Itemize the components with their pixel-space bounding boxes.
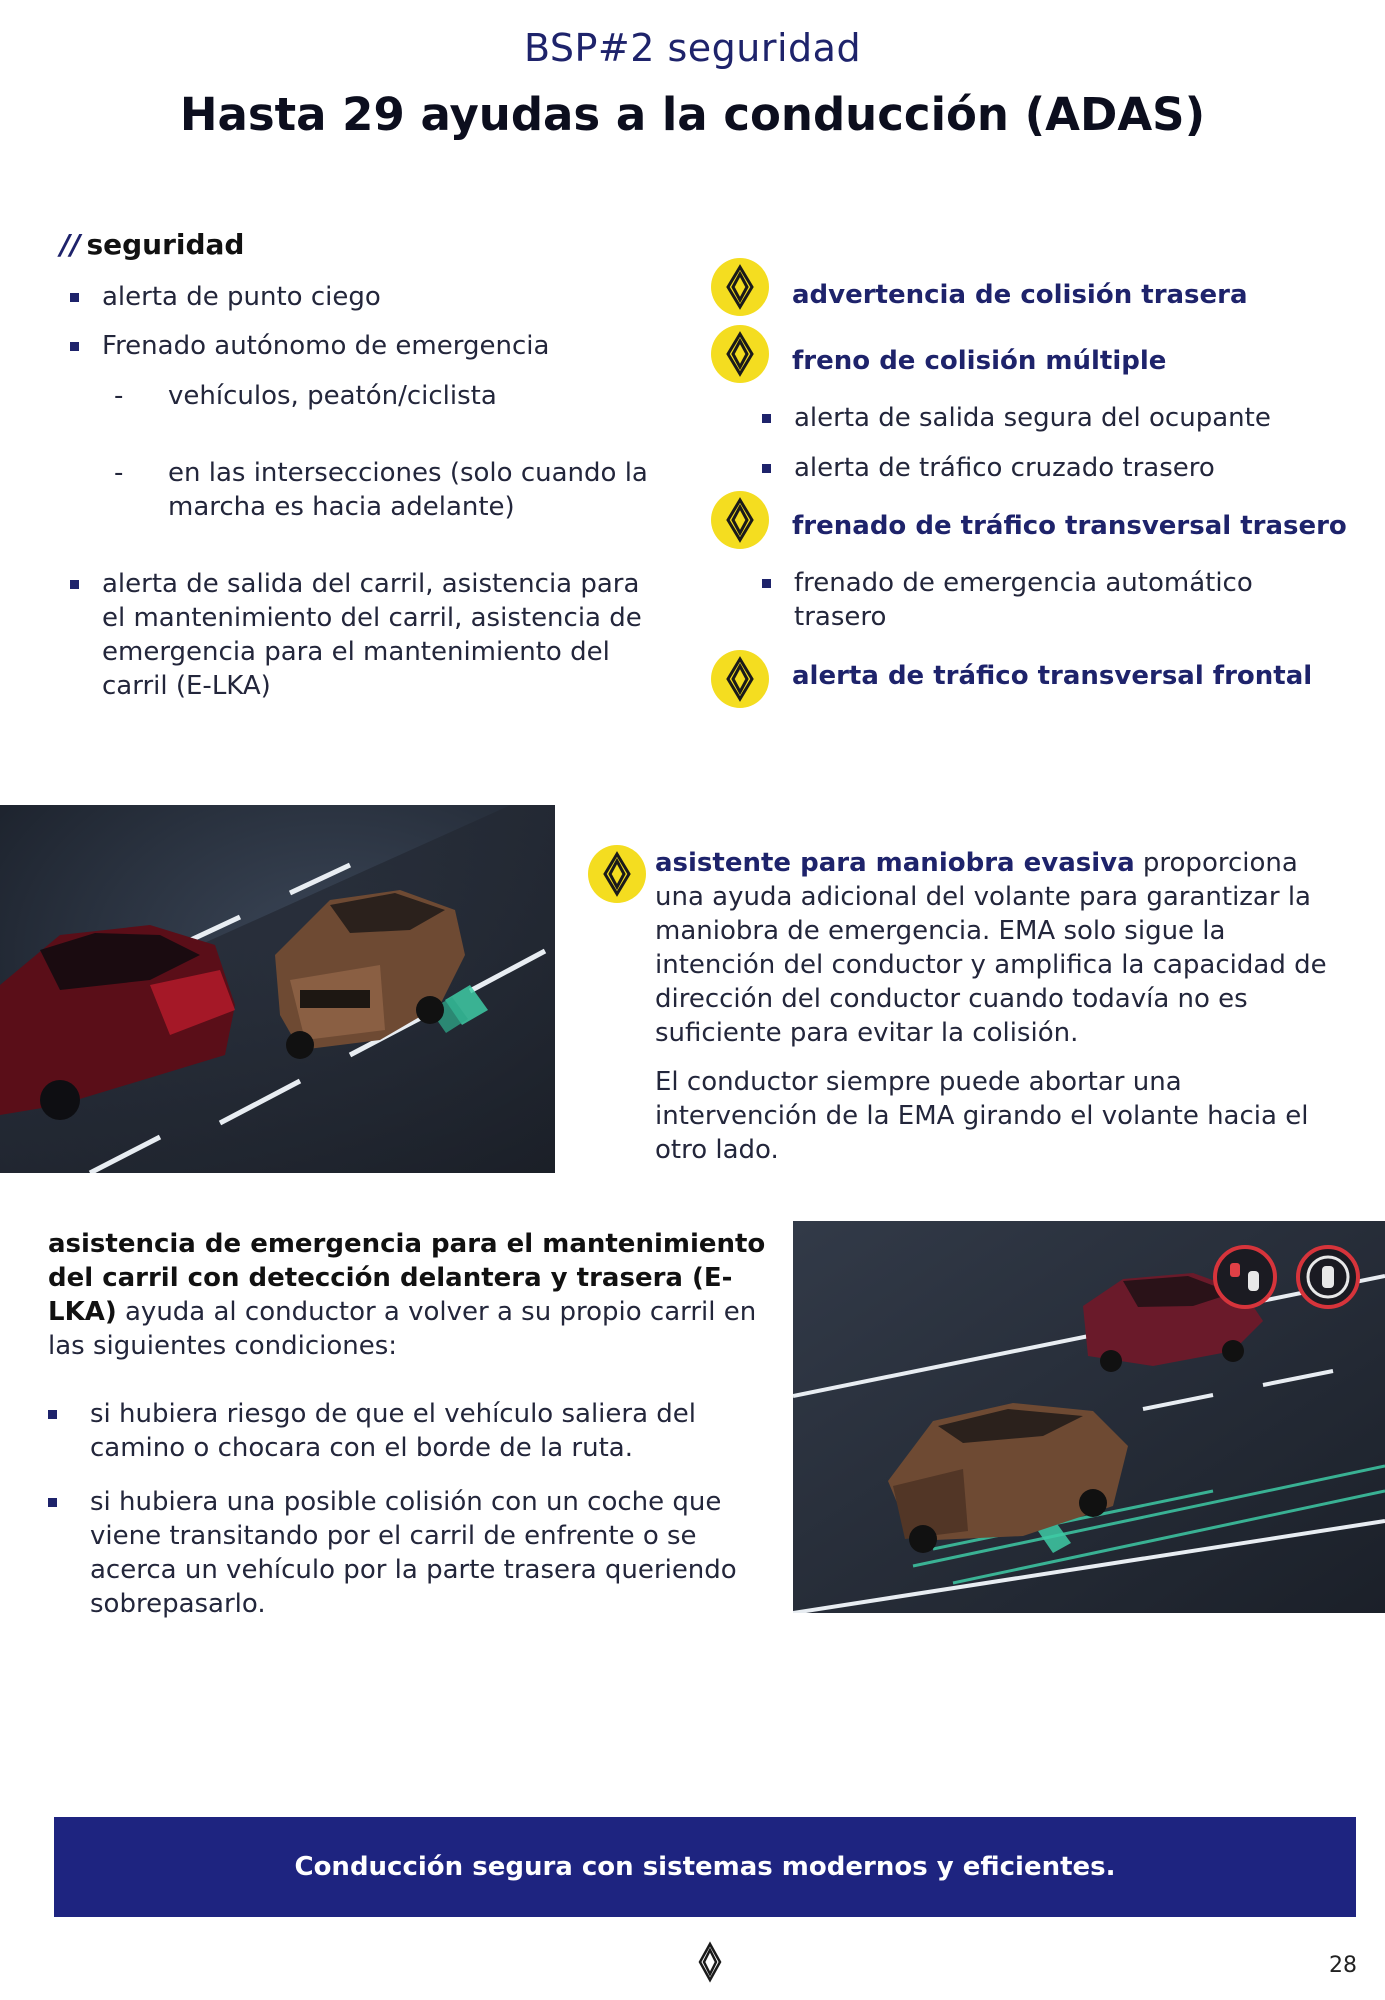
- feature-title: freno de colisión múltiple: [792, 346, 1167, 376]
- ema-description: [655, 846, 1335, 1050]
- renault-badge-icon: [711, 258, 769, 316]
- heading-text: seguridad: [86, 228, 245, 261]
- list-subitem: - en las intersecciones (solo cuando la marcha es hacia adelante): [114, 458, 648, 522]
- elka-title: asistencia de emergencia para el mantenimiento del carril con detección delantera y trasera (E-LKA): [48, 1229, 766, 1327]
- lane-departure-warning-icon: [1298, 1247, 1358, 1307]
- blind-spot-warning-icon: [1215, 1247, 1275, 1307]
- feature-title: alerta de tráfico transversal frontal: [792, 661, 1313, 691]
- renault-badge-icon: [711, 325, 769, 383]
- renault-badge-icon: [588, 845, 646, 903]
- list-item: alerta de punto ciego: [70, 280, 650, 314]
- renault-badge-icon: [711, 491, 769, 549]
- list-item: alerta de salida segura del ocupante: [762, 401, 1322, 435]
- evasive-maneuver-photo: [0, 805, 555, 1173]
- feature-title: advertencia de colisión trasera: [792, 280, 1248, 310]
- footer-banner: Conducción segura con sistemas modernos y eficientes.: [54, 1817, 1356, 1917]
- renault-badge-icon: [711, 650, 769, 708]
- elka-photo: [793, 1221, 1385, 1613]
- elka-text: ayuda al conductor a volver a su propio carril en las siguientes condiciones:: [48, 1297, 757, 1361]
- list-item: si hubiera riesgo de que el vehículo saliera del camino o chocara con el borde de la ruta.: [48, 1397, 748, 1465]
- renault-diamond-icon: [680, 1940, 740, 1984]
- list-subitem: - vehículos, peatón/ciclista: [114, 381, 497, 411]
- list-item: Frenado autónomo de emergencia: [70, 329, 650, 363]
- list-item: frenado de emergencia automático trasero: [762, 566, 1322, 634]
- ema-note: El conductor siempre puede abortar una intervención de la EMA girando el volante hacia el otro lado.: [655, 1067, 1309, 1165]
- page-number: 28: [1329, 1953, 1357, 1978]
- ema-title: asistente para maniobra evasiva: [655, 848, 1135, 878]
- elka-description: [48, 1227, 768, 1363]
- list-item: alerta de tráfico cruzado trasero: [762, 451, 1322, 485]
- heading-slashes: //: [60, 228, 81, 261]
- list-item: si hubiera una posible colisión con un coche que viene transitando por el carril de enfrente o se acerca un vehículo por la parte trasera queriendo sobrepasarlo.: [48, 1485, 748, 1621]
- ema-text: proporciona una ayuda adicional del volante para garantizar la maniobra de emergencia. EMA solo sigue la intención del conductor y amplifica la capacidad de dirección del conductor cuando todavía no es suficiente para evitar la colisión.: [655, 848, 1327, 1048]
- section-subtitle: BSP#2 seguridad: [523, 26, 862, 70]
- list-heading: [60, 228, 244, 261]
- list-item: alerta de salida del carril, asistencia para el mantenimiento del carril, asistencia de emergencia para el mantenimiento del carril (E-LKA): [70, 567, 660, 703]
- page-title: Hasta 29 ayudas a la conducción (ADAS): [179, 88, 1206, 141]
- feature-title: frenado de tráfico transversal trasero: [792, 511, 1347, 541]
